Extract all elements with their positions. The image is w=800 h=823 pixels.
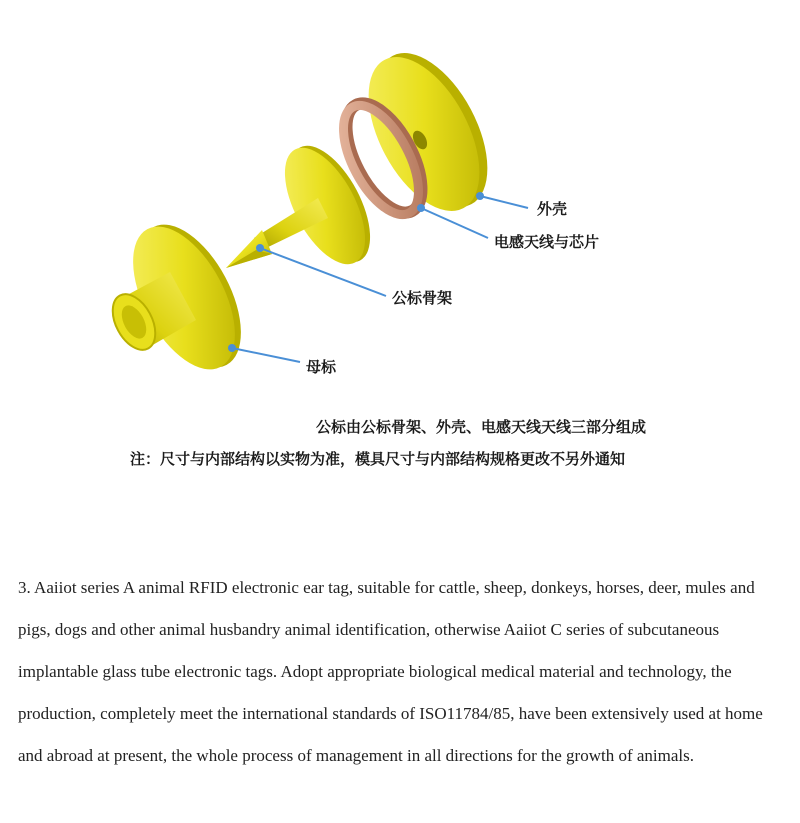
shell-marker (476, 192, 484, 200)
female-tag-part (104, 208, 262, 385)
female-marker (228, 344, 236, 352)
disclaimer-note: 注：尺寸与内部结构以实物为准，模具尺寸与内部结构规格更改不另外通知 (130, 450, 626, 468)
frame-marker (256, 244, 264, 252)
label-male-frame: 公标骨架 (392, 289, 453, 307)
description-paragraph: 3. Aaiiot series A animal RFID electronic ear tag, suitable for cattle, sheep, donkeys, horses, deer, mules and pigs, dogs and other animal husbandry animal identification, otherwise Aaiiot C series of subcutaneous implantable glass tube electronic tags. Adopt appropriate biological medical material and technology, the production, completely meet the international standards of ISO11784/85, have been extensively used at home and abroad at present, the whole process of management in all directions for the growth of animals. (18, 578, 763, 765)
label-antenna-chip: 电感天线与芯片 (494, 233, 600, 251)
antenna-marker (417, 204, 425, 212)
leader-lines (228, 192, 528, 362)
label-outer-shell: 外壳 (537, 200, 568, 218)
label-female-tag: 母标 (306, 358, 337, 376)
composition-caption: 公标由公标骨架、外壳、电感天线天线三部分组成 (316, 418, 647, 436)
male-frame-part (226, 133, 387, 276)
